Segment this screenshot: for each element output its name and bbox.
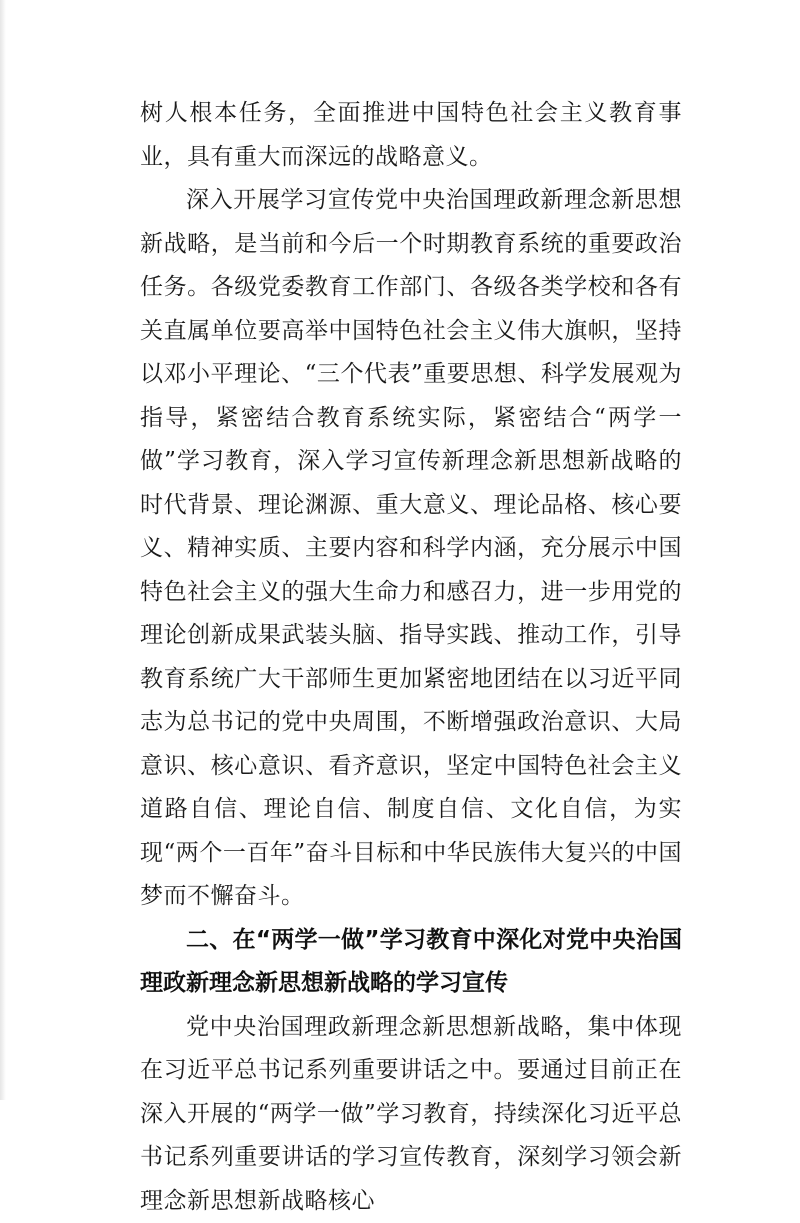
paragraph-deep-study: 深入开展学习宣传党中央治国理政新理念新思想新战略，是当前和今后一个时期教育系统的重要政治任务。各级党委教育工作部门、各级各类学校和各有关直属单位要高举中国特色社会主义伟大旗帜，坚持以邓小平理论、“三个代表”重要思想、科学发展观为指导，紧密结合教育系统实际，紧密结合“两学一做”学习教育，深入学习宣传新理念新思想新战略的时代背景、理论渊源、重大意义、理论品格、核心要义、精神实质、主要内容和科学内涵，充分展示中国特色社会主义的强大生命力和感召力，进一步用党的理论创新成果武装头脑、指导实践、推动工作，引导教育系统广大干部师生更加紧密地团结在以习近平同志为总书记的党中央周围，不断增强政治意识、大局意识、核心意识、看齐意识，坚定中国特色社会主义道路自信、理论自信、制度自信、文化自信，为实现“两个一百年”奋斗目标和中华民族伟大复兴的中国梦而不懈奋斗。 [140, 179, 682, 919]
section-heading-two: 二、在“两学一做”学习教育中深化对党中央治国理政新理念新思想新战略的学习宣传 [140, 919, 682, 1006]
paragraph-central-philosophy: 党中央治国理政新理念新思想新战略，集中体现在习近平总书记系列重要讲话之中。要通过目前正在深入开展的“两学一做”学习教育，持续深化习近平总书记系列重要讲话的学习宣传教育，深刻学习领会新理念新思想新战略核心 [140, 1006, 682, 1223]
paragraph-continued: 树人根本任务，全面推进中国特色社会主义教育事业，具有重大而深远的战略意义。 [140, 92, 682, 179]
